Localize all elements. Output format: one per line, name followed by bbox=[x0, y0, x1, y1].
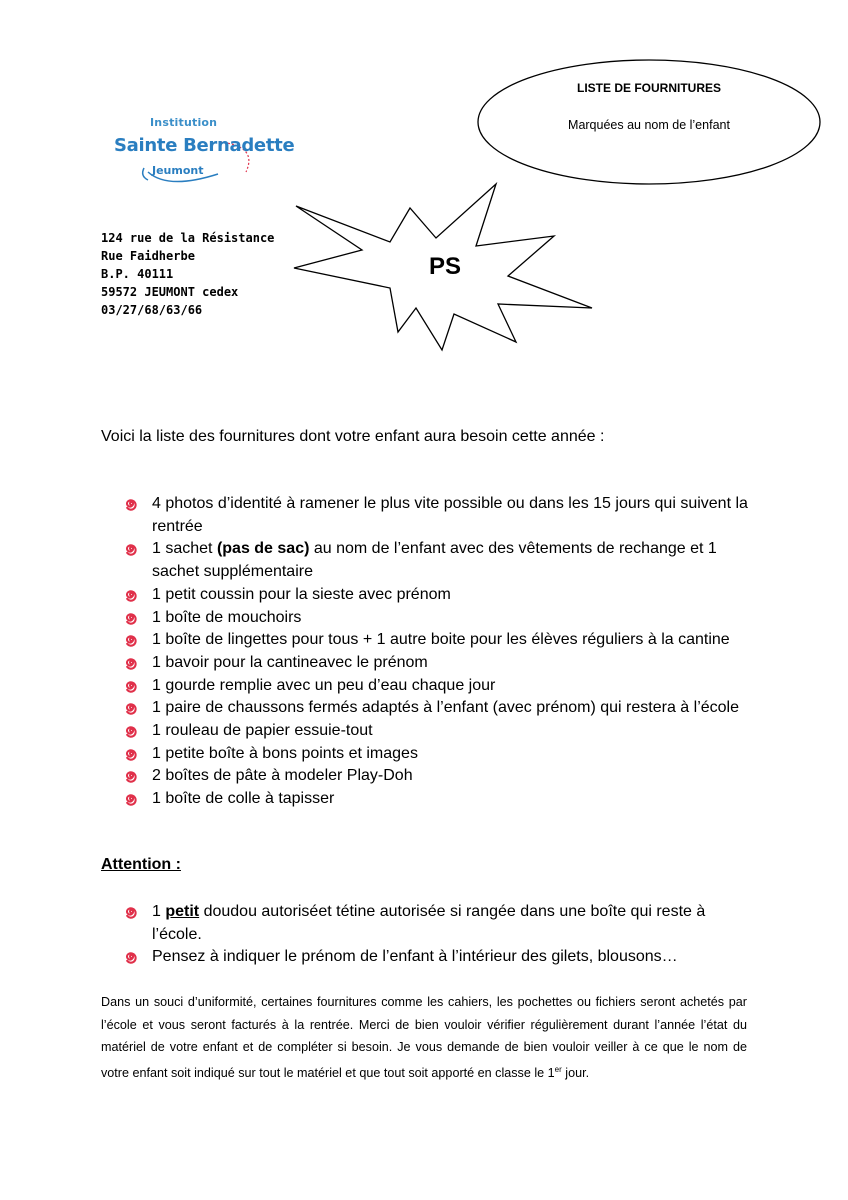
list-item-text: 1 boîte de colle à tapisser bbox=[152, 790, 335, 808]
spiral-bullet-icon bbox=[124, 700, 139, 715]
list-item-text: 1 gourde remplie avec un peu d’eau chaque jour bbox=[152, 676, 496, 694]
list-item bbox=[124, 652, 752, 675]
list-item bbox=[124, 493, 752, 538]
intro-text: Voici la liste des fournitures dont votre enfant aura besoin cette année : bbox=[101, 428, 605, 445]
logo-institution: Institution bbox=[150, 116, 218, 129]
supplies-list bbox=[124, 493, 752, 811]
list-item-text: 1 bbox=[152, 903, 166, 920]
list-item bbox=[124, 788, 752, 811]
list-item bbox=[124, 946, 752, 969]
class-level-label: PS bbox=[428, 253, 461, 280]
list-item-text: 4 photos d’identité à ramener le plus vite possible ou dans les 15 jours qui suivent la rentrée bbox=[152, 495, 748, 535]
attention-heading: Attention : bbox=[101, 856, 181, 873]
list-item bbox=[124, 720, 752, 743]
note-superscript: er bbox=[554, 1064, 562, 1074]
spiral-bullet-icon bbox=[124, 791, 139, 806]
list-item-emphasis: petit bbox=[165, 903, 200, 920]
address-line: 59572 JEUMONT cedex bbox=[101, 285, 239, 299]
list-item-text: 1 petit coussin pour la sieste avec prénom bbox=[152, 585, 451, 603]
list-item bbox=[124, 743, 752, 766]
list-item bbox=[124, 697, 752, 720]
spiral-bullet-icon bbox=[124, 541, 139, 556]
spiral-bullet-icon bbox=[124, 587, 139, 602]
logo-school-name: Sainte Bernadette bbox=[114, 135, 295, 156]
school-address bbox=[101, 229, 274, 319]
attention-list bbox=[124, 901, 752, 969]
school-logo bbox=[108, 112, 295, 192]
list-item bbox=[124, 675, 752, 698]
list-item bbox=[124, 584, 752, 607]
list-item-emphasis: (pas de sac) bbox=[216, 540, 310, 558]
list-item-text: 1 bavoir pour la cantineavec le prénom bbox=[152, 653, 428, 671]
note-text: Dans un souci d’uniformité, certaines fournitures comme les cahiers, les pochettes ou fichiers seront achetés par l’école et vous seront facturés à la rentrée. Merci de bien vouloir vérifier régulièrement durant l’année l’état du matériel de votre enfant et de compléter si besoin. Je vous demande de bien vouloir veiller à ce que le nom de votre enfant soit indiqué sur tout le matériel et que tout soit apporté en classe le 1 bbox=[101, 995, 747, 1080]
document-subtitle: Marquées au nom de l’enfant bbox=[568, 118, 730, 132]
list-item-text: 2 boîtes de pâte à modeler Play-Doh bbox=[152, 767, 413, 785]
list-item bbox=[124, 765, 752, 788]
list-item-text: 1 rouleau de papier essuie-tout bbox=[152, 722, 373, 740]
list-item-text: Pensez à indiquer le prénom de l’enfant à l’intérieur des gilets, blousons… bbox=[152, 948, 678, 966]
list-item-text: 1 paire de chaussons fermés adaptés à l’enfant (avec prénom) qui restera à l’école bbox=[152, 699, 739, 717]
list-item-text: 1 boîte de mouchoirs bbox=[152, 608, 302, 626]
phone-number: 03/27/68/63/66 bbox=[101, 303, 203, 317]
spiral-bullet-icon bbox=[124, 768, 139, 783]
list-item bbox=[124, 901, 752, 946]
spiral-bullet-icon bbox=[124, 723, 139, 738]
list-item bbox=[124, 607, 752, 630]
spiral-bullet-icon bbox=[124, 496, 139, 511]
spiral-bullet-icon bbox=[124, 904, 139, 919]
note-end: jour. bbox=[561, 1065, 590, 1080]
list-item bbox=[124, 629, 752, 652]
address-line: B.P. 40111 bbox=[101, 267, 174, 281]
spiral-bullet-icon bbox=[124, 746, 139, 761]
spiral-bullet-icon bbox=[124, 655, 139, 670]
list-item-text: 1 petite boîte à bons points et images bbox=[152, 744, 418, 762]
address-line: Rue Faidherbe bbox=[101, 249, 195, 263]
logo-city: Jeumont bbox=[152, 164, 204, 177]
list-item-text: au nom de l’enfant avec des vêtements de rechange et 1 sachet supplémentaire bbox=[152, 540, 717, 581]
list-item bbox=[124, 538, 752, 583]
spiral-bullet-icon bbox=[124, 949, 139, 964]
closing-note bbox=[101, 991, 747, 1084]
list-item-text: 1 boîte de lingettes pour tous + 1 autre boite pour les élèves réguliers à la cantine bbox=[152, 631, 730, 649]
starburst-shape bbox=[286, 182, 606, 386]
spiral-bullet-icon bbox=[124, 632, 139, 647]
spiral-bullet-icon bbox=[124, 678, 139, 693]
spiral-bullet-icon bbox=[124, 610, 139, 625]
document-title: LISTE DE FOURNITURES bbox=[576, 81, 721, 95]
list-item-text: doudou autoriséet tétine autorisée si rangée dans une boîte qui reste à l’école. bbox=[152, 903, 706, 943]
list-item-text: 1 sachet bbox=[152, 540, 217, 558]
address-line: 124 rue de la Résistance bbox=[101, 231, 275, 245]
